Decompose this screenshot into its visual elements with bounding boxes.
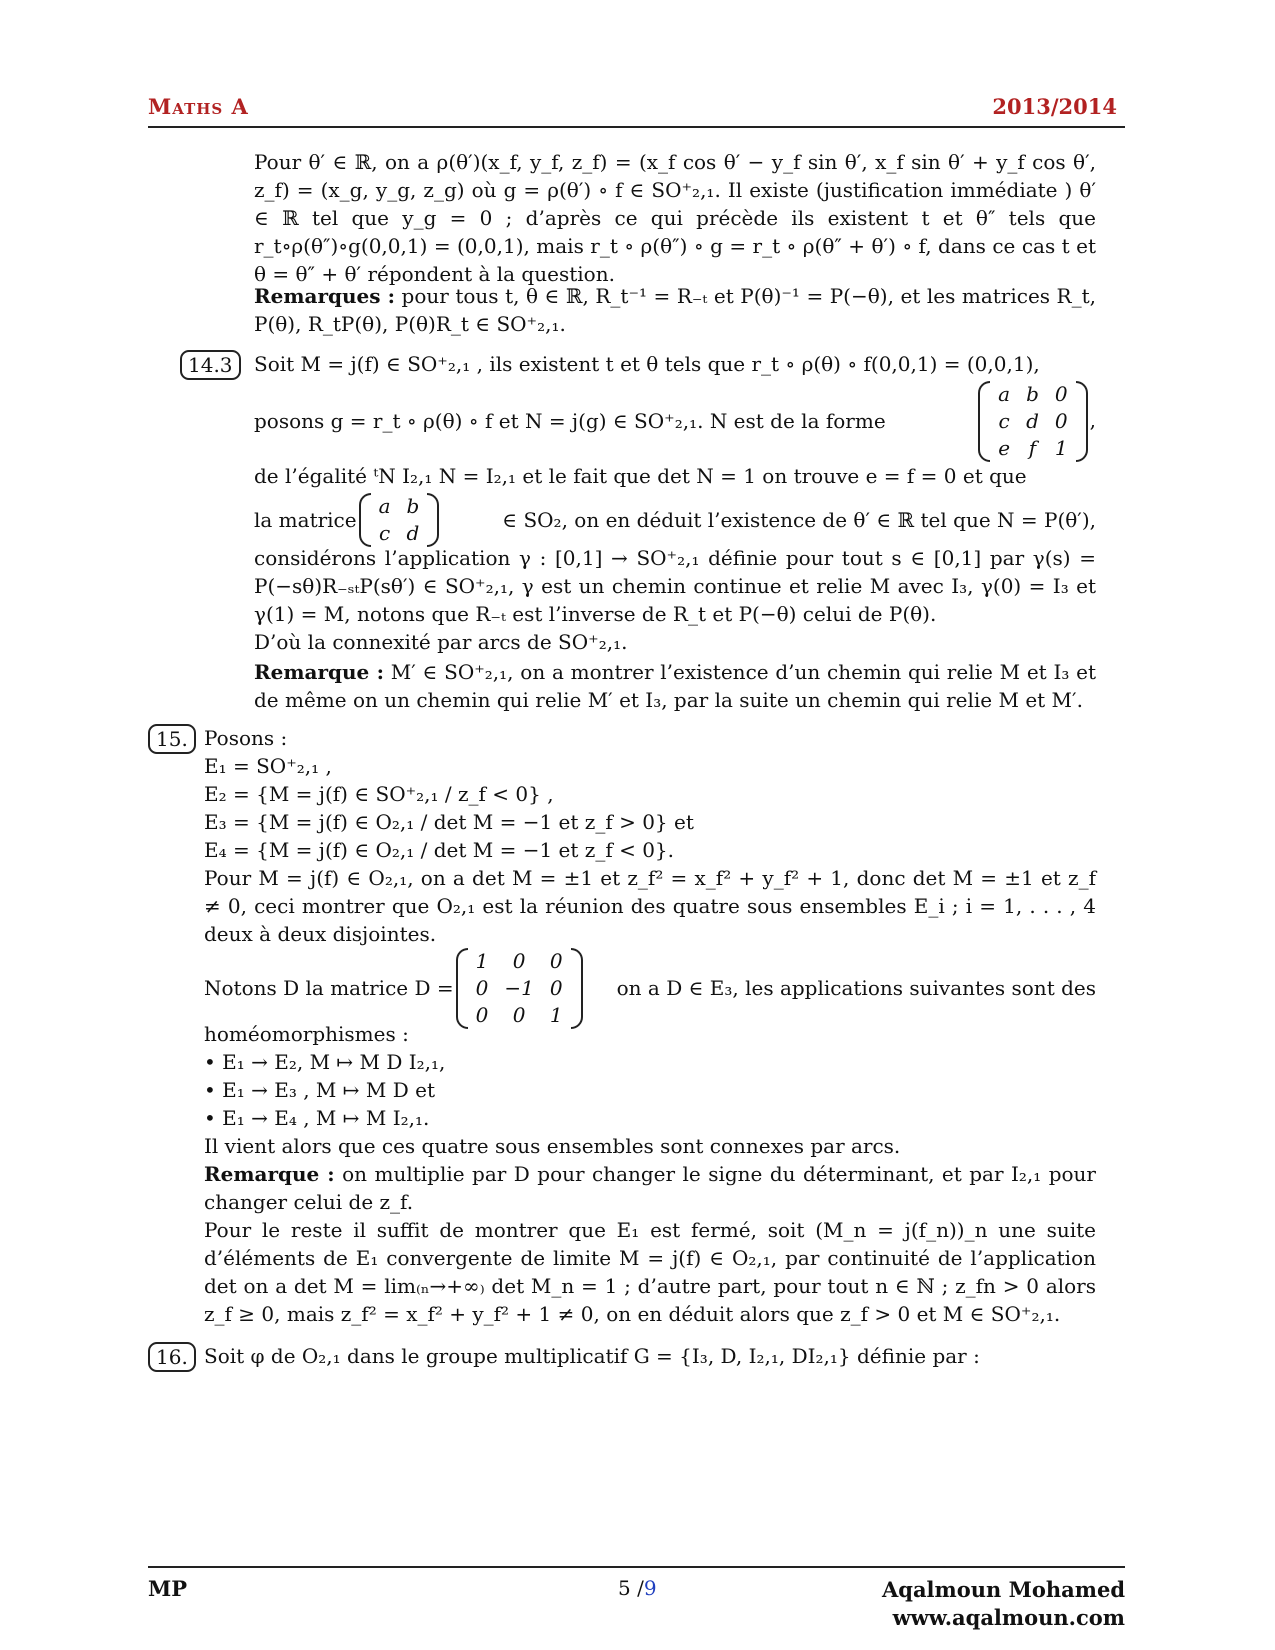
set-e2: E₂ = {M = j(f) ∈ SO⁺₂,₁ / z_f < 0} , [204, 782, 554, 806]
q14-3-line1: Soit M = j(f) ∈ SO⁺₂,₁ , ils existent t et θ tels que r_t ∘ ρ(θ) ∘ f(0,0,1) = (0,0,1), [254, 352, 1040, 376]
matrix-cell: 0 [475, 1002, 489, 1027]
matrix-ab [357, 493, 442, 547]
remark-15 [204, 1160, 1096, 1216]
author-name: Aqalmoun Mohamed [881, 1577, 1125, 1602]
matrix-cell: 0 [475, 975, 489, 1000]
question-number-15: 15. [148, 724, 196, 754]
set-e3: E₃ = {M = j(f) ∈ O₂,₁ / det M = −1 et z_f > 0} et [204, 810, 694, 834]
question-number-14-3: 14.3 [180, 350, 241, 380]
matrix-cell: d [1026, 408, 1039, 433]
remark-text: on multiplie par D pour changer le signe du déterminant, et par I₂,₁ pour changer celui de z_f. [204, 1162, 1096, 1214]
matrix-cell: b [1026, 381, 1039, 406]
q14-3-line2 [254, 380, 1096, 462]
q15-matrix-line [204, 946, 1096, 1030]
page-current: 5 / [618, 1576, 644, 1600]
course-title: Maths A [148, 94, 249, 119]
matrix-cell: c [998, 408, 1010, 433]
remark-label: Remarque : [204, 1162, 335, 1186]
matrix-cell: b [406, 494, 420, 518]
q14-3-path: considérons l’application γ : [0,1] → SO⁺₂,₁ définie pour tout s ∈ [0,1] par γ(s) = P(−sθ)R₋ₛₜP(sθ′) ∈ SO⁺₂,₁, γ est un chemin continue et relie M avec I₃, γ(0) = I₃ et γ(1) = M, notons que R₋ₜ est l’inverse de R_t et P(−θ) celui de P(θ). [254, 546, 1096, 626]
bullet-item: • E₁ → E₃ , M ↦ M D et [204, 1078, 435, 1102]
q14-3-line3: de l’égalité ᵗN I₂,₁ N = I₂,₁ et le fait que det N = 1 on trouve e = f = 0 et que [254, 464, 1027, 488]
page-footer [148, 1566, 1125, 1630]
matrix-cell: 0 [549, 975, 563, 1000]
q14-3-conclusion: D’où la connexité par arcs de SO⁺₂,₁. [254, 630, 628, 654]
matrix-cell: e [998, 435, 1011, 460]
matrix-cell: 0 [512, 948, 526, 973]
academic-year: 2013/2014 [992, 94, 1117, 119]
q15-partition: Pour M = j(f) ∈ O₂,₁, on a det M = ±1 et z_f² = x_f² + y_f² + 1, donc det M = ±1 et z_f ≠ 0, ceci montrer que O₂,₁ est la réunion des quatre sous ensembles E_i ; i = 1, . . . , 4 deux à deux disjointes. [204, 866, 1096, 946]
matrix-d-end: on a D ∈ E₃, les applications suivantes sont des [616, 976, 1096, 1000]
remarks-label: Remarques : [254, 284, 396, 308]
remark-label: Remarque : [254, 660, 385, 684]
q15-intro: Posons : [204, 726, 288, 750]
matrix-d-intro: Notons D la matrice D = [204, 976, 454, 1000]
matrix-cell: 0 [1054, 381, 1068, 406]
matrix-cell: −1 [504, 975, 534, 1000]
remark-14-3 [254, 658, 1096, 714]
q14-3-line4-start: la matrice [254, 508, 357, 532]
remarks-1 [254, 282, 1096, 338]
matrix-cell: 1 [1054, 435, 1068, 460]
matrix-cell: c [378, 521, 391, 545]
matrix-cell: 0 [1054, 408, 1068, 433]
matrix-cell: f [1028, 435, 1037, 460]
page-total-link[interactable]: 9 [643, 1576, 657, 1600]
matrix-cell: 1 [475, 948, 489, 973]
remark-text: M′ ∈ SO⁺₂,₁, on a montrer l’existence d’un chemin qui relie M et I₃ et de même on un chemin qui relie M′ et I₃, par la suite un chemin qui relie M et M′. [254, 660, 1097, 712]
q14-3-line2-end: , [1089, 407, 1096, 432]
q16-text: Soit φ de O₂,₁ dans le groupe multiplicatif G = {I₃, D, I₂,₁, DI₂,₁} définie par : [204, 1344, 980, 1368]
bullet-item: • E₁ → E₄ , M ↦ M I₂,₁. [204, 1106, 430, 1130]
question-number-16: 16. [148, 1342, 196, 1372]
set-e1: E₁ = SO⁺₂,₁ , [204, 754, 332, 778]
footer-class: MP [148, 1576, 188, 1601]
remarks-text: pour tous t, θ ∈ ℝ, R_t⁻¹ = R₋ₜ et P(θ)⁻¹ = P(−θ), et les matrices R_t, P(θ), R_tP(θ), P(θ)R_t ∈ SO⁺₂,₁. [254, 284, 1097, 336]
q14-3-line4-end: ∈ SO₂, on en déduit l’existence de θ′ ∈ ℝ tel que N = P(θ′), [502, 508, 1096, 532]
matrix-n [976, 381, 1089, 462]
website-link[interactable]: www.aqalmoun.com [892, 1605, 1125, 1630]
q15-connex: Il vient alors que ces quatre sous ensembles sont connexes par arcs. [204, 1134, 901, 1158]
set-e4: E₄ = {M = j(f) ∈ O₂,₁ / det M = −1 et z_f < 0}. [204, 838, 675, 862]
paragraph-rotation: Pour θ′ ∈ ℝ, on a ρ(θ′)(x_f, y_f, z_f) = (x_f cos θ′ − y_f sin θ′, x_f sin θ′ + y_f cos θ′, z_f) = (x_g, y_g, z_g) où g = ρ(θ′) ∘ f ∈ SO⁺₂,₁. Il existe (justification immédiate ) θ′ ∈ ℝ tel que y_g = 0 ; d’après ce qui précède ils existent t et θ″ tels que r_t∘ρ(θ″)∘g(0,0,1) = (0,0,1), mais r_t ∘ ρ(θ″) ∘ g = r_t ∘ ρ(θ″ + θ′) ∘ f, dans ce cas t et θ = θ″ + θ′ répondent à la question. [254, 150, 1096, 286]
page-number [618, 1576, 657, 1600]
homeo-label: homéomorphismes : [204, 1022, 409, 1046]
q14-3-line4 [254, 490, 1096, 550]
matrix-cell: a [998, 381, 1011, 406]
q14-3-line2-text: posons g = r_t ∘ ρ(θ) ∘ f et N = j(g) ∈ SO⁺₂,₁. N est de la forme [254, 409, 886, 433]
bullet-item: • E₁ → E₂, M ↦ M D I₂,₁, [204, 1050, 446, 1074]
matrix-cell: a [378, 494, 391, 518]
matrix-cell: 1 [549, 1002, 563, 1027]
page-header [148, 92, 1125, 128]
q15-closed: Pour le reste il suffit de montrer que E₁ est fermé, soit (M_n = j(f_n))_n une suite d’éléments de E₁ convergente de limite M = j(f) ∈ O₂,₁, par continuité de l’application det on a det M = lim₍ₙ→+∞₎ det M_n = 1 ; d’autre part, pour tout n ∈ ℕ ; z_fn > 0 alors z_f ≥ 0, mais z_f² = x_f² + y_f² + 1 ≠ 0, on en déduit alors que z_f > 0 et M ∈ SO⁺₂,₁. [204, 1218, 1096, 1326]
matrix-cell: d [406, 521, 420, 545]
matrix-cell: 0 [549, 948, 563, 973]
matrix-cell: 0 [512, 1002, 526, 1027]
footer-author [882, 1576, 1125, 1632]
matrix-d [454, 948, 585, 1029]
